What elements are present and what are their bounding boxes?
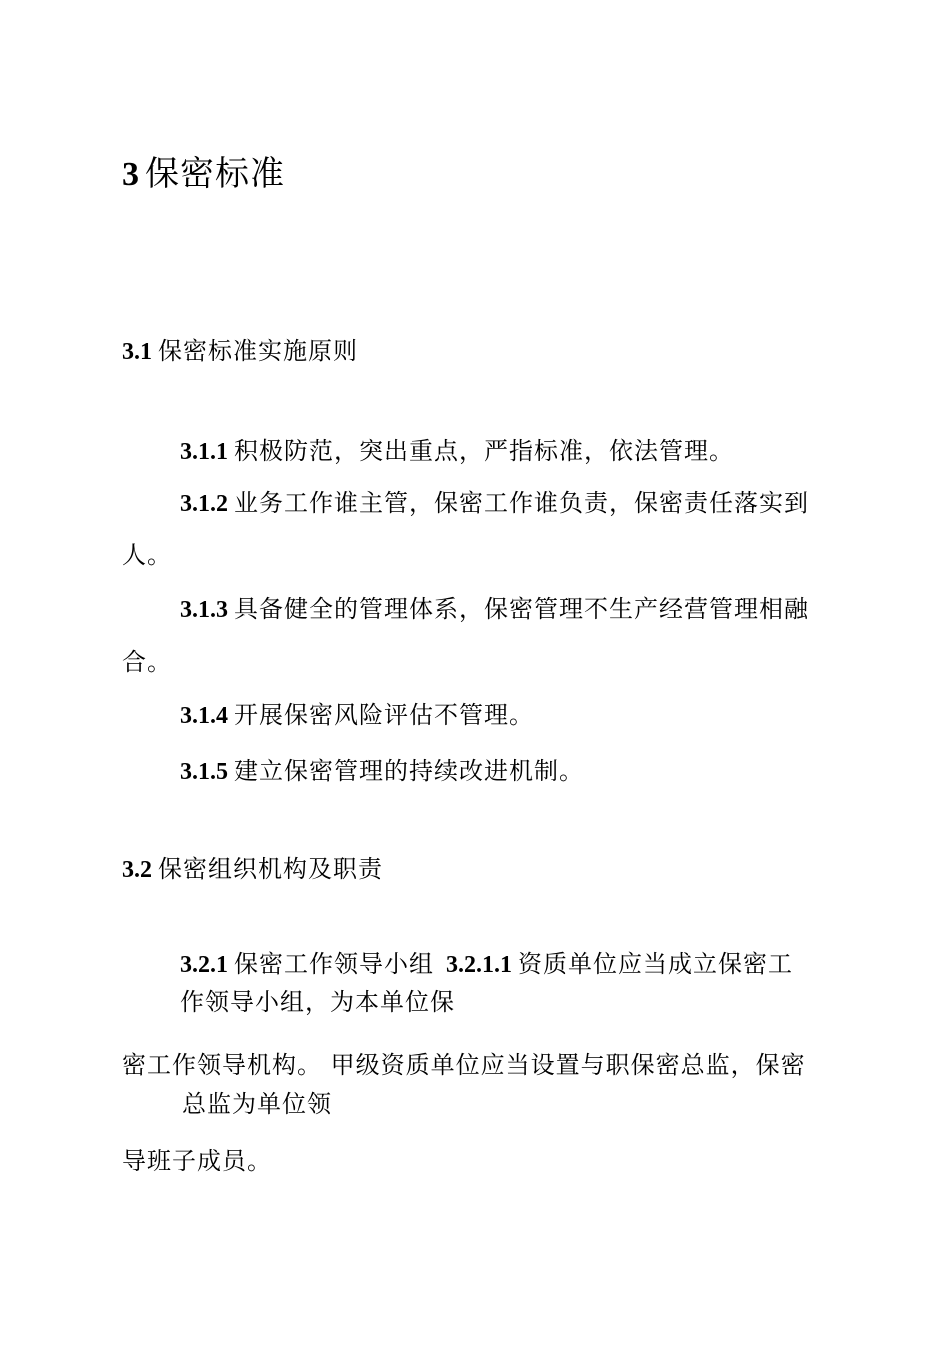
item-number: 3.1.5 — [180, 759, 228, 785]
item-3-2-1-line3 — [122, 1050, 806, 1080]
item-3-1-2 — [180, 488, 809, 519]
item-text: 人。 — [122, 541, 172, 569]
chapter-number: 3 — [122, 156, 139, 193]
item-3-1-4 — [180, 700, 534, 731]
item-3-2-1-line2 — [180, 987, 455, 1017]
chapter-title: 保密标准 — [145, 154, 285, 194]
item-number: 3.1.1 — [180, 439, 228, 465]
section-3-1-title: 保密标准实施原则 — [158, 337, 358, 365]
item-number: 3.1.4 — [180, 703, 228, 729]
section-3-2-number: 3.2 — [122, 857, 152, 883]
item-text: 作领导小组，为本单位保 — [180, 988, 455, 1016]
item-number: 3.2.1 — [180, 952, 228, 978]
item-3-1-3 — [180, 594, 809, 625]
item-3-2-1 — [180, 949, 793, 980]
item-text: 开展保密风险评估不管理。 — [234, 701, 534, 729]
item-3-1-5 — [180, 756, 584, 787]
item-number: 3.1.2 — [180, 491, 228, 517]
sub-item-number: 3.2.1.1 — [446, 952, 512, 978]
item-text: 导班子成员。 — [122, 1147, 272, 1175]
item-3-1-2-continuation — [122, 540, 172, 570]
item-3-2-1-line4 — [182, 1089, 332, 1119]
item-text: 业务工作谁主管，保密工作谁负责，保密责任落实到 — [234, 489, 809, 517]
item-3-1-1 — [180, 436, 734, 467]
chapter-heading — [122, 154, 285, 195]
item-text: 总监为单位领 — [182, 1090, 332, 1118]
item-text: 积极防范，突出重点，严指标准，依法管理。 — [234, 437, 734, 465]
item-text: 具备健全的管理体系，保密管理不生产经营管理相融 — [234, 595, 809, 623]
item-text: 建立保密管理的持续改进机制。 — [234, 757, 584, 785]
section-3-2-heading — [122, 854, 383, 885]
section-3-1-number: 3.1 — [122, 339, 152, 365]
item-text: 密工作领导机构。 甲级资质单位应当设置与职保密总监，保密 — [122, 1051, 806, 1079]
item-text: 合。 — [122, 648, 172, 676]
item-3-1-3-continuation — [122, 647, 172, 677]
item-number: 3.1.3 — [180, 597, 228, 623]
item-text: 资质单位应当成立保密工 — [518, 950, 793, 978]
item-title: 保密工作领导小组 — [234, 950, 434, 978]
section-3-1-heading — [122, 336, 358, 367]
section-3-2-title: 保密组织机构及职责 — [158, 855, 383, 883]
item-3-2-1-line5 — [122, 1146, 272, 1176]
